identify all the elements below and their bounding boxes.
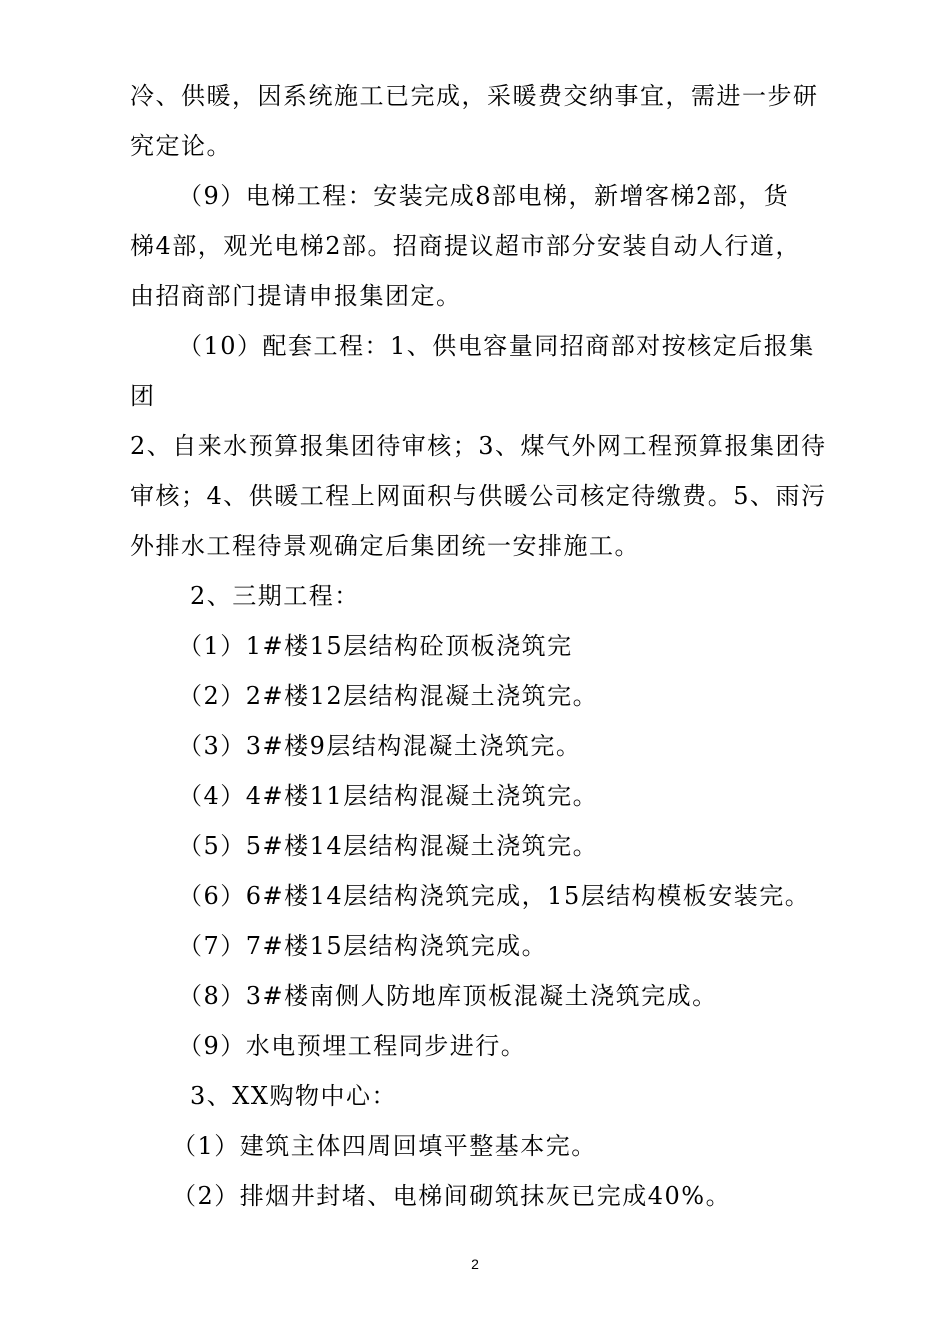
text-line: （9）电梯工程：安装完成8部电梯，新增客梯2部，货 [178, 182, 790, 210]
text-line: 冷、供暖，因系统施工已完成，采暖费交纳事宜，需进一步研 [130, 82, 819, 110]
text-line: 由招商部门提请申报集团定。 [130, 282, 462, 310]
list-item: （6）6#楼14层结构浇筑完成，15层结构模板安装完。 [178, 882, 811, 910]
list-item: （1）建筑主体四周回填平整基本完。 [172, 1132, 597, 1160]
text-line: 究定论。 [130, 132, 232, 160]
text-line: 团 [130, 382, 156, 410]
text-line: 梯4部，观光电梯2部。招商提议超市部分安装自动人行道， [130, 232, 802, 260]
page-number: 2 [471, 1256, 479, 1272]
list-item: （8）3#楼南侧人防地库顶板混凝土浇筑完成。 [178, 982, 718, 1010]
list-item: （2）排烟井封堵、电梯间砌筑抹灰已完成40%。 [172, 1182, 732, 1210]
text-line: 2、自来水预算报集团待审核；3、煤气外网工程预算报集团待 [130, 432, 827, 460]
list-item: （3）3#楼9层结构混凝土浇筑完。 [178, 732, 582, 760]
list-item: （2）2#楼12层结构混凝土浇筑完。 [178, 682, 599, 710]
list-item: （7）7#楼15层结构浇筑完成。 [178, 932, 548, 960]
text-line: （10）配套工程：1、供电容量同招商部对按核定后报集 [178, 332, 815, 360]
section-heading: 3、XX购物中心： [190, 1082, 397, 1110]
text-line: 外排水工程待景观确定后集团统一安排施工。 [130, 532, 640, 560]
list-item: （4）4#楼11层结构混凝土浇筑完。 [178, 782, 599, 810]
list-item: （9）水电预埋工程同步进行。 [178, 1032, 527, 1060]
text-line: 审核；4、供暖工程上网面积与供暖公司核定待缴费。5、雨污 [130, 482, 827, 510]
section-heading: 2、三期工程： [190, 582, 360, 610]
list-item: （5）5#楼14层结构混凝土浇筑完。 [178, 832, 599, 860]
list-item: （1）1#楼15层结构砼顶板浇筑完 [178, 632, 573, 660]
